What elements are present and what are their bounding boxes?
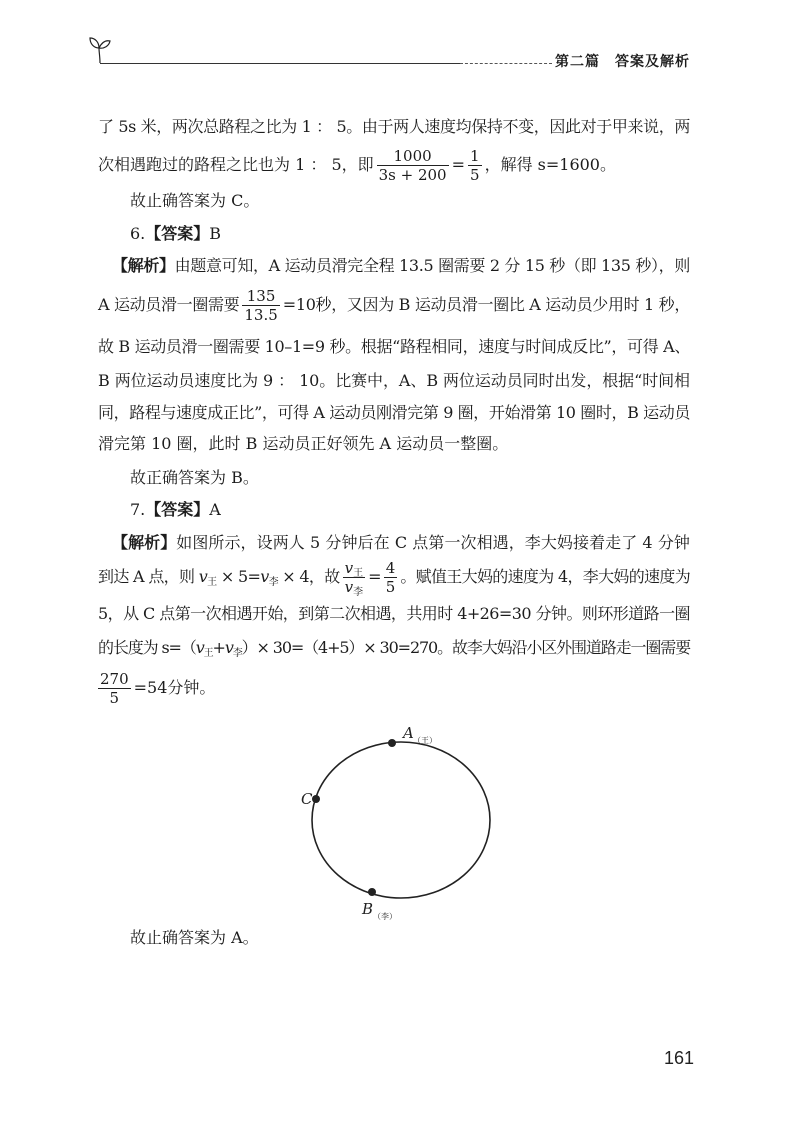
q7-line-2-a: 到达 A 点，则 — [98, 567, 199, 586]
point-c-label: C — [301, 790, 313, 808]
var-v: v — [344, 578, 354, 596]
fraction-numerator: 4 — [385, 559, 396, 577]
q5-line-1: 了 5s 米，两次总路程之比为 1 ： 5。由于两人速度均保持不变，因此对于甲来说，两 — [98, 117, 690, 136]
q5-line-2-pre: 次相遇跑过的路程之比也为 1 ： 5，即 — [98, 155, 374, 174]
fraction-135-over-13-5 — [242, 287, 279, 324]
q7-line-4-b: + — [212, 638, 225, 657]
sub-li: 李 — [353, 587, 364, 598]
q6-line-1-text: 由题意可知，A 运动员滑完全程 13.5 圈需要 2 分 15 秒（即 135 秒），则 — [174, 256, 690, 275]
q7-line-2-c: × 4，故 — [277, 567, 340, 586]
sub-wang: 王 — [207, 577, 217, 588]
fraction-v-wang-over-v-li — [343, 559, 365, 596]
page-number: 161 — [664, 1048, 695, 1068]
q7-line-3: 5，从 C 点第一次相遇开始，到第二次相遇，共用时 4+26=30 分钟。则环形道路一圈 — [98, 604, 690, 623]
point-a-note: （王） — [413, 736, 437, 745]
q7-conclusion: 故止确答案为 A。 — [130, 928, 259, 947]
fraction-denominator: 5 — [470, 166, 480, 184]
fraction-numerator: 1000 — [377, 147, 449, 166]
q6-line-2-post: =10秒，又因为 B 运动员滑一圈比 A 运动员少用时 1 秒， — [282, 295, 690, 314]
answer-label: 【答案】 — [145, 224, 210, 243]
point-b-label: B — [362, 900, 374, 918]
q7-line-2-d: 。赋值王大妈的速度为 4，李大妈的速度为 — [400, 567, 691, 586]
point-b-note: （李） — [373, 912, 397, 921]
answer-label: 【答案】 — [145, 500, 210, 519]
q6-line-2 — [98, 283, 690, 327]
fraction-4-over-5 — [384, 559, 398, 596]
fraction-denominator: 5 — [109, 689, 120, 707]
header-rule-dashed — [460, 63, 552, 64]
q7-line-1-text: 如图所示，设两人 5 分钟后在 C 点第一次相遇，李大妈接着走了 4 分钟 — [176, 533, 690, 552]
point-c-dot — [312, 795, 320, 803]
sub-li: 李 — [268, 577, 278, 588]
fraction-270-over-5 — [98, 670, 131, 707]
header-rule — [100, 63, 460, 64]
q6-line-2-pre: A 运动员滑一圈需要 — [98, 295, 240, 314]
q7-line-2-b: × 5= — [216, 567, 261, 586]
var-v: v — [260, 567, 269, 586]
q6-conclusion: 故正确答案为 B。 — [130, 468, 259, 487]
q7-line-4-c: ）× 30=（4+5）× 30=270。故李大妈沿小区外围道路走一圈需要 — [241, 638, 691, 657]
fraction-numerator: 135 — [242, 287, 279, 306]
point-b-dot — [368, 888, 376, 896]
fraction-numerator — [343, 559, 365, 578]
q7-number: 7. — [130, 500, 146, 519]
point-a-label: A — [403, 724, 414, 742]
fraction-denominator — [343, 578, 365, 596]
q6-line-1 — [112, 254, 690, 278]
equals-sign: = — [451, 155, 466, 174]
sub-wang: 王 — [203, 648, 213, 659]
fraction-denominator: 13.5 — [244, 306, 278, 324]
q5-conclusion: 故止确答案为 C。 — [130, 191, 260, 210]
q7-line-4 — [98, 636, 690, 660]
fraction-1-over-5 — [468, 147, 482, 184]
analysis-label: 【解析】 — [112, 533, 177, 552]
var-v: v — [224, 638, 233, 657]
q5-line-2 — [98, 143, 616, 187]
fraction-numerator: 270 — [100, 670, 129, 688]
var-v: v — [195, 638, 204, 657]
q7-line-2 — [98, 555, 690, 599]
fraction-numerator: 1 — [470, 147, 480, 165]
q6-line-6: 滑完第 10 圈，此时 B 运动员正好领先 A 运动员一整圈。 — [98, 434, 509, 453]
sub-li: 李 — [232, 648, 242, 659]
q6-line-4: B 两位运动员速度比为 9 ： 10。比赛中，A、B 两位运动员同时出发，根据“时间相 — [98, 371, 690, 390]
q5-line-2-post: ，解得 s=1600。 — [484, 155, 616, 174]
equals-sign: = — [368, 567, 381, 586]
q7-line-1 — [112, 531, 690, 555]
q7-line-5-post: =54分钟。 — [133, 678, 216, 697]
var-v: v — [344, 559, 354, 577]
section-title: 第二篇 答案及解析 — [555, 54, 690, 70]
q7-answer-heading — [130, 498, 221, 522]
fraction-1000-over-3s-plus-200 — [377, 147, 449, 184]
analysis-label: 【解析】 — [112, 256, 175, 275]
sprout-icon — [88, 34, 112, 64]
q6-answer: B — [209, 224, 222, 243]
var-v: v — [198, 567, 208, 586]
q7-line-5 — [98, 666, 215, 710]
q7-answer: A — [209, 500, 221, 519]
q6-line-5: 同，路程与速度成正比”，可得 A 运动员刚滑完第 9 圈，开始滑第 10 圈时，B 运动员 — [98, 403, 690, 422]
circular-track-diagram — [280, 720, 520, 935]
q7-line-4-a: 的长度为 s=（ — [98, 638, 196, 657]
q6-line-3: 故 B 运动员滑一圈需要 10–1=9 秒。根据“路程相同，速度与时间成反比”，可得 A、 — [98, 337, 690, 356]
fraction-denominator: 3s + 200 — [378, 166, 447, 184]
sub-wang: 王 — [353, 568, 364, 579]
track-ellipse — [312, 742, 490, 898]
q6-number: 6. — [130, 224, 146, 243]
q6-answer-heading — [130, 222, 221, 246]
fraction-denominator: 5 — [385, 578, 396, 596]
point-a-dot — [388, 739, 396, 747]
